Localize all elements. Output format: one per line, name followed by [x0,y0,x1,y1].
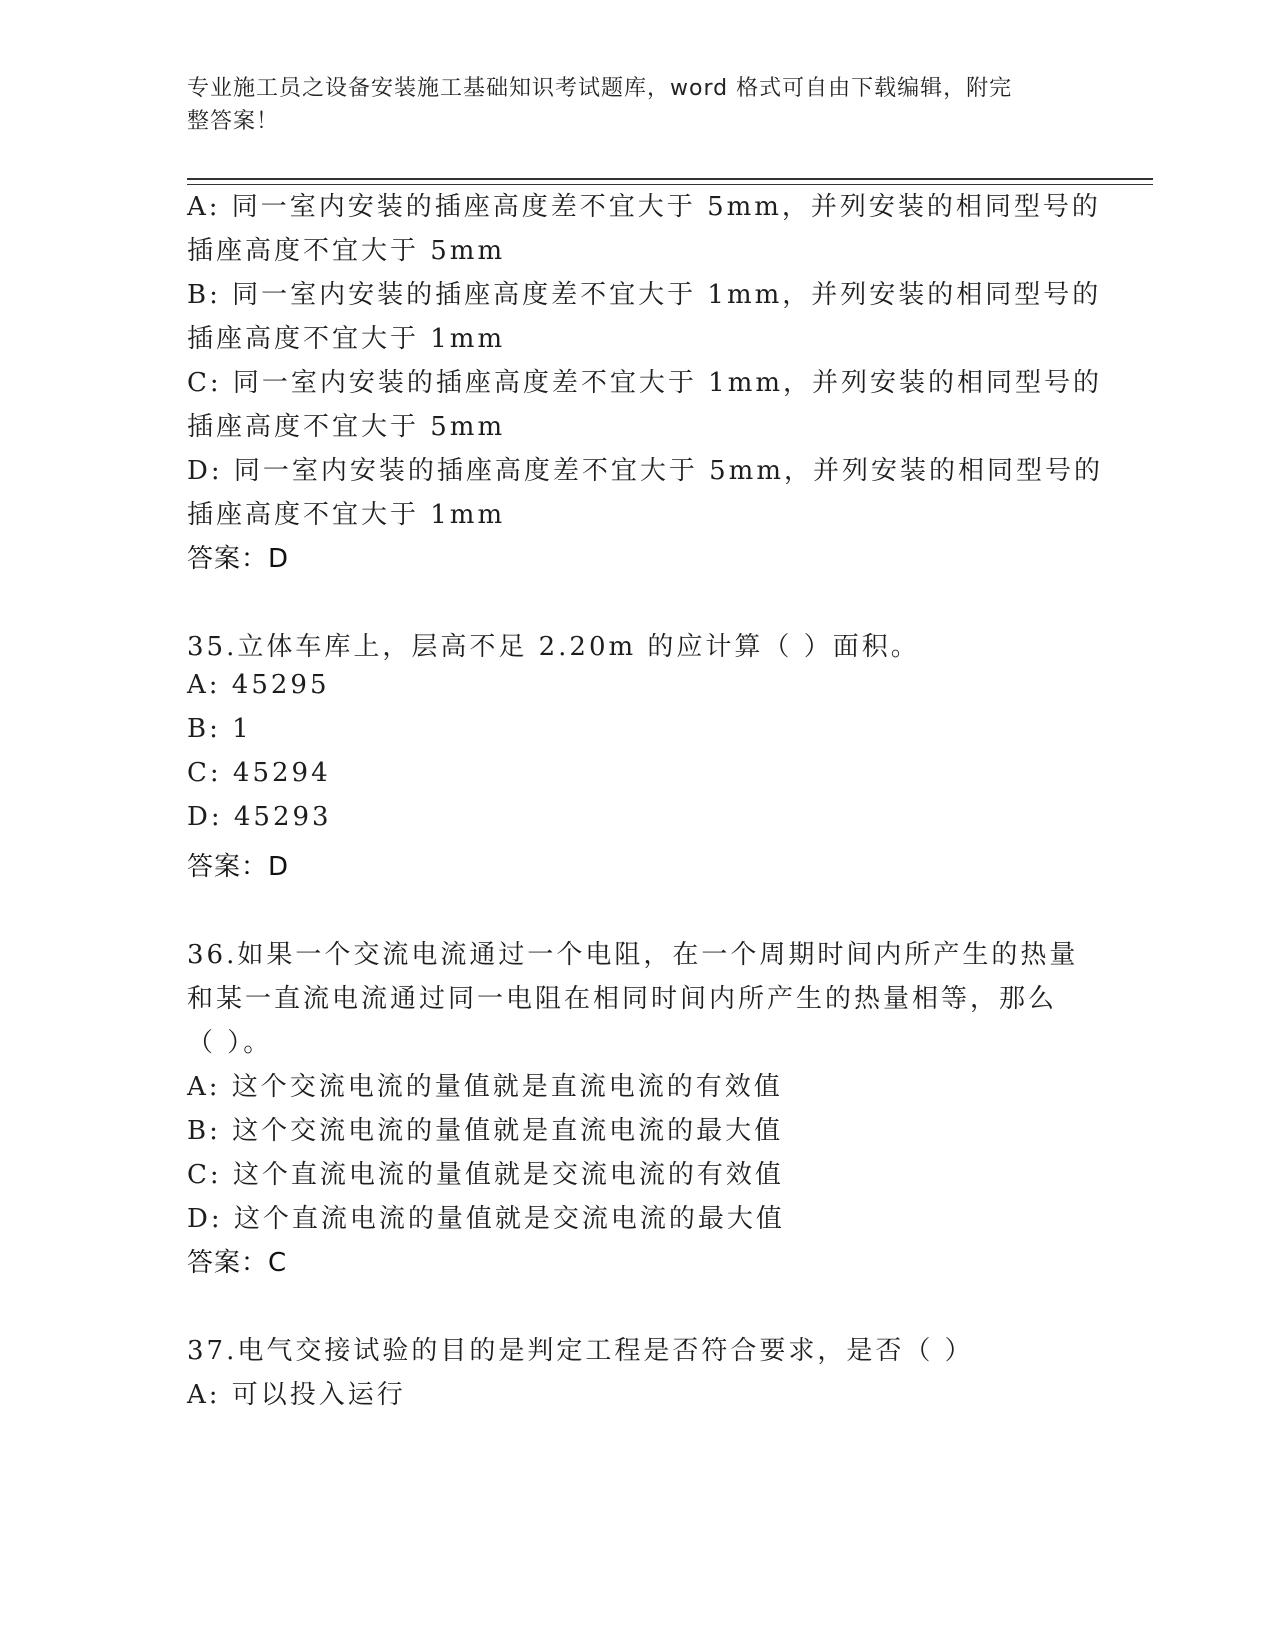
q34-option-b-line-1: B: 同一室内安装的插座高度差不宜大于 1mm，并列安装的相同型号的 [187,280,1102,310]
q36-question-line-2: 和某一直流电流通过同一电阻在相同时间内所产生的热量相等，那么 [187,984,1058,1014]
q35-option-b: B: 1 [187,714,252,744]
q36-option-a: A: 这个交流电流的量值就是直流电流的有效值 [187,1072,783,1102]
q34-option-c-line-2: 插座高度不宜大于 5mm [187,412,506,442]
q36-option-b: B: 这个交流电流的量值就是直流电流的最大值 [187,1116,784,1146]
q36-answer: 答案：C [187,1248,288,1278]
q36-question-line-1: 36.如果一个交流电流通过一个电阻，在一个周期时间内所产生的热量 [187,940,1079,970]
q34-option-d-line-1: D: 同一室内安装的插座高度差不宜大于 5mm，并列安装的相同型号的 [187,456,1103,486]
q35-option-c: C: 45294 [187,758,331,788]
q36-question-line-3: （ ）。 [187,1028,273,1058]
header-title-line-1: 专业施工员之设备安装施工基础知识考试题库，word 格式可自由下载编辑，附完 [187,76,1013,101]
document-header [187,72,1067,138]
header-title-line-2: 整答案！ [187,109,280,134]
q36-option-c: C: 这个直流电流的量值就是交流电流的有效值 [187,1160,784,1190]
q36-option-d: D: 这个直流电流的量值就是交流电流的最大值 [187,1204,785,1234]
q34-option-c-line-1: C: 同一室内安装的插座高度差不宜大于 1mm，并列安装的相同型号的 [187,368,1103,398]
q37-question: 37.电气交接试验的目的是判定工程是否符合要求，是否（ ） [187,1336,974,1366]
q35-option-d: D: 45293 [187,802,332,832]
q34-option-d-line-2: 插座高度不宜大于 1mm [187,500,506,530]
q34-option-a-line-1: A: 同一室内安装的插座高度差不宜大于 5mm，并列安装的相同型号的 [187,192,1101,222]
header-divider-thick [187,178,1153,180]
q35-answer: 答案：D [187,852,290,882]
q34-option-a-line-2: 插座高度不宜大于 5mm [187,236,506,266]
header-divider-thin [187,184,1153,185]
q35-option-a: A: 45295 [187,670,330,700]
q34-option-b-line-2: 插座高度不宜大于 1mm [187,324,506,354]
q37-option-a: A: 可以投入运行 [187,1380,406,1410]
q34-answer: 答案：D [187,544,290,574]
q35-question: 35.立体车库上，层高不足 2.20m 的应计算（ ）面积。 [187,632,920,662]
